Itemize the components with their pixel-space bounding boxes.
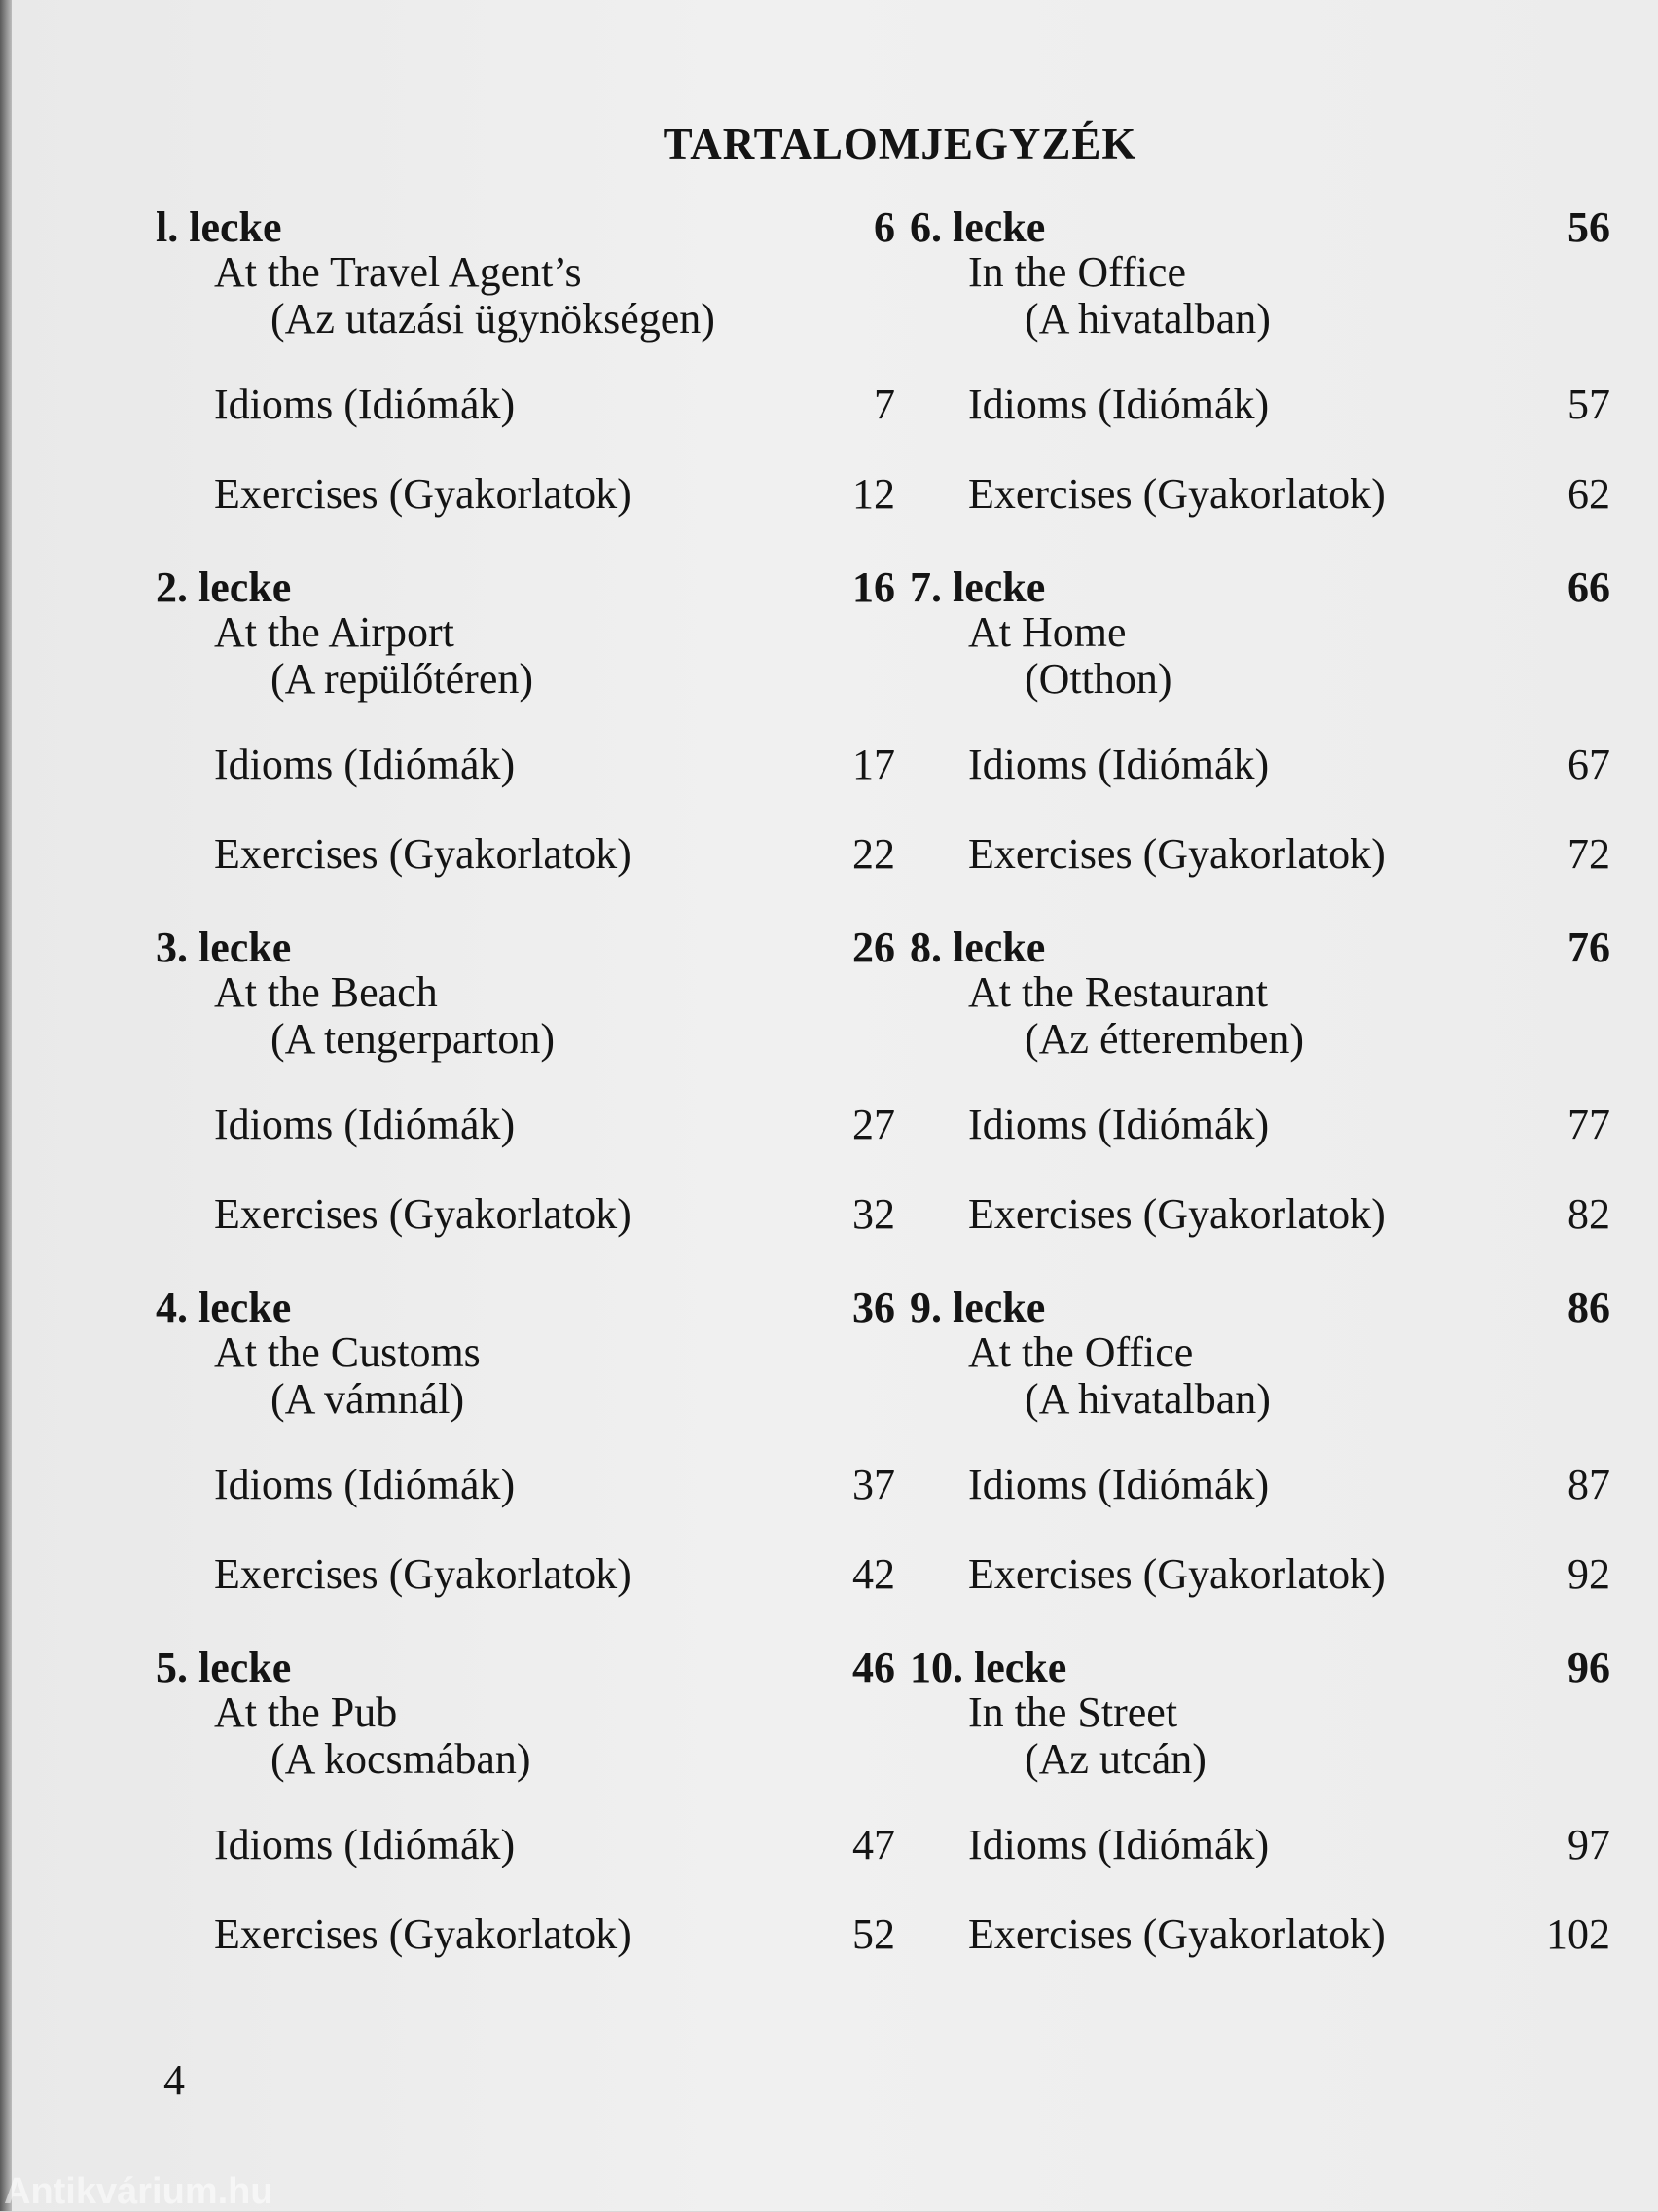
exercises-entry[interactable]: [156, 1189, 895, 1240]
exercises-label: Exercises (Gyakorlatok): [968, 1550, 1386, 1598]
lesson-title: At the Airport: [214, 608, 454, 656]
exercises-label: Exercises (Gyakorlatok): [968, 1910, 1386, 1958]
exercises-entry[interactable]: [910, 469, 1610, 520]
lesson-subtitle: (Az utazási ügynökségen): [270, 295, 715, 343]
page-ref: 67: [1568, 741, 1610, 788]
lesson-title: At the Travel Agent’s: [214, 248, 582, 296]
lesson-entry: [156, 202, 895, 562]
toc-column-left: [156, 202, 895, 1974]
lesson-label: 8. lecke: [910, 924, 1046, 971]
lesson-title: In the Office: [968, 248, 1186, 296]
lesson-heading[interactable]: [910, 1643, 1610, 1693]
exercises-label: Exercises (Gyakorlatok): [968, 830, 1386, 878]
page-ref: 52: [852, 1910, 895, 1958]
exercises-label: Exercises (Gyakorlatok): [214, 470, 631, 518]
lesson-entry: [156, 562, 895, 923]
page-ref: 16: [852, 563, 895, 611]
page-ref: 17: [852, 741, 895, 788]
exercises-label: Exercises (Gyakorlatok): [968, 470, 1386, 518]
lesson-subtitle: (A tengerparton): [270, 1015, 555, 1063]
page-ref: 37: [852, 1461, 895, 1508]
page-ref: 47: [852, 1821, 895, 1868]
idioms-entry[interactable]: [156, 380, 895, 430]
exercises-label: Exercises (Gyakorlatok): [214, 1190, 631, 1238]
lesson-subtitle: (A repülőtéren): [270, 655, 533, 703]
lesson-subtitle: (Otthon): [1025, 655, 1172, 703]
lesson-label: 5. lecke: [156, 1644, 292, 1691]
lesson-title: In the Street: [968, 1688, 1178, 1736]
idioms-label: Idioms (Idiómák): [968, 1101, 1270, 1148]
page-ref: 46: [852, 1644, 895, 1691]
lesson-entry: [910, 923, 1610, 1283]
exercises-entry[interactable]: [910, 1189, 1610, 1240]
lesson-entry: [156, 1283, 895, 1643]
idioms-label: Idioms (Idiómák): [968, 381, 1270, 428]
lesson-heading[interactable]: [910, 202, 1610, 253]
lesson-title: At the Restaurant: [968, 968, 1268, 1016]
page-ref: 87: [1568, 1461, 1610, 1508]
idioms-entry[interactable]: [910, 1820, 1610, 1870]
lesson-title: At Home: [968, 608, 1127, 656]
idioms-label: Idioms (Idiómák): [968, 741, 1270, 788]
idioms-label: Idioms (Idiómák): [214, 1101, 516, 1148]
lesson-title: At the Beach: [214, 968, 438, 1016]
page-number: 4: [163, 2056, 185, 2104]
idioms-entry[interactable]: [910, 380, 1610, 430]
idioms-entry[interactable]: [156, 1820, 895, 1870]
exercises-entry[interactable]: [156, 469, 895, 520]
page-ref: 96: [1568, 1644, 1610, 1691]
page-ref: 77: [1568, 1101, 1610, 1148]
lesson-entry: [156, 1643, 895, 2003]
idioms-label: Idioms (Idiómák): [968, 1461, 1270, 1508]
lesson-entry: [910, 1643, 1610, 2003]
lesson-entry: [910, 1283, 1610, 1643]
idioms-label: Idioms (Idiómák): [968, 1821, 1270, 1868]
page-ref: 32: [852, 1190, 895, 1238]
page-ref: 7: [874, 381, 895, 428]
lesson-subtitle: (A hivatalban): [1025, 1375, 1271, 1423]
exercises-entry[interactable]: [156, 829, 895, 880]
idioms-label: Idioms (Idiómák): [214, 1461, 516, 1508]
lesson-entry: [910, 562, 1610, 923]
page-ref: 66: [1568, 563, 1610, 611]
idioms-entry[interactable]: [910, 1100, 1610, 1150]
lesson-heading[interactable]: [156, 1283, 895, 1333]
page-ref: 62: [1568, 470, 1610, 518]
page-ref: 97: [1568, 1821, 1610, 1868]
lesson-subtitle: (Az étteremben): [1025, 1015, 1305, 1063]
exercises-entry[interactable]: [156, 1549, 895, 1600]
exercises-label: Exercises (Gyakorlatok): [214, 1550, 631, 1598]
page-ref: 76: [1568, 924, 1610, 971]
lesson-heading[interactable]: [156, 1643, 895, 1693]
page-title: TARTALOMJEGYZÉK: [663, 120, 1137, 168]
page-ref: 56: [1568, 203, 1610, 251]
page-ref: 57: [1568, 381, 1610, 428]
lesson-entry: [156, 923, 895, 1283]
watermark: Antikvárium.hu: [4, 2171, 273, 2212]
lesson-subtitle: (Az utcán): [1025, 1735, 1207, 1783]
lesson-label: 10. lecke: [910, 1644, 1067, 1691]
page-edge: [0, 0, 12, 2211]
page-ref: 86: [1568, 1284, 1610, 1331]
idioms-label: Idioms (Idiómák): [214, 381, 516, 428]
lesson-label: 2. lecke: [156, 563, 292, 611]
lesson-subtitle: (A kocsmában): [270, 1735, 531, 1783]
page-ref: 6: [874, 203, 895, 251]
page-ref: 36: [852, 1284, 895, 1331]
page-ref: 22: [852, 830, 895, 878]
idioms-entry[interactable]: [156, 740, 895, 790]
page-ref: 92: [1568, 1550, 1610, 1598]
lesson-heading[interactable]: [910, 1283, 1610, 1333]
exercises-label: Exercises (Gyakorlatok): [214, 1910, 631, 1958]
exercises-entry[interactable]: [156, 1909, 895, 1960]
toc-column-right: [910, 202, 1610, 1974]
page-ref: 72: [1568, 830, 1610, 878]
page-ref: 12: [852, 470, 895, 518]
lesson-heading[interactable]: [910, 923, 1610, 973]
page-ref: 102: [1546, 1910, 1610, 1958]
exercises-entry[interactable]: [910, 829, 1610, 880]
lesson-heading[interactable]: [156, 202, 895, 253]
lesson-heading[interactable]: [910, 562, 1610, 613]
lesson-label: 6. lecke: [910, 203, 1046, 251]
idioms-entry[interactable]: [910, 740, 1610, 790]
page-ref: 27: [852, 1101, 895, 1148]
lesson-title: At the Pub: [214, 1688, 398, 1736]
lesson-label: 4. lecke: [156, 1284, 292, 1331]
lesson-heading[interactable]: [156, 562, 895, 613]
lesson-subtitle: (A hivatalban): [1025, 295, 1271, 343]
lesson-label: 9. lecke: [910, 1284, 1046, 1331]
idioms-label: Idioms (Idiómák): [214, 1821, 516, 1868]
lesson-entry: [910, 202, 1610, 562]
lesson-label: 3. lecke: [156, 924, 292, 971]
lesson-label: 7. lecke: [910, 563, 1046, 611]
lesson-heading[interactable]: [156, 923, 895, 973]
lesson-title: At the Customs: [214, 1328, 481, 1376]
exercises-entry[interactable]: [910, 1549, 1610, 1600]
idioms-label: Idioms (Idiómák): [214, 741, 516, 788]
page-ref: 42: [852, 1550, 895, 1598]
page-ref: 26: [852, 924, 895, 971]
exercises-label: Exercises (Gyakorlatok): [968, 1190, 1386, 1238]
page-ref: 82: [1568, 1190, 1610, 1238]
lesson-label: l. lecke: [156, 203, 282, 251]
exercises-label: Exercises (Gyakorlatok): [214, 830, 631, 878]
idioms-entry[interactable]: [156, 1460, 895, 1510]
idioms-entry[interactable]: [910, 1460, 1610, 1510]
idioms-entry[interactable]: [156, 1100, 895, 1150]
exercises-entry[interactable]: [910, 1909, 1610, 1960]
lesson-subtitle: (A vámnál): [270, 1375, 465, 1423]
lesson-title: At the Office: [968, 1328, 1194, 1376]
